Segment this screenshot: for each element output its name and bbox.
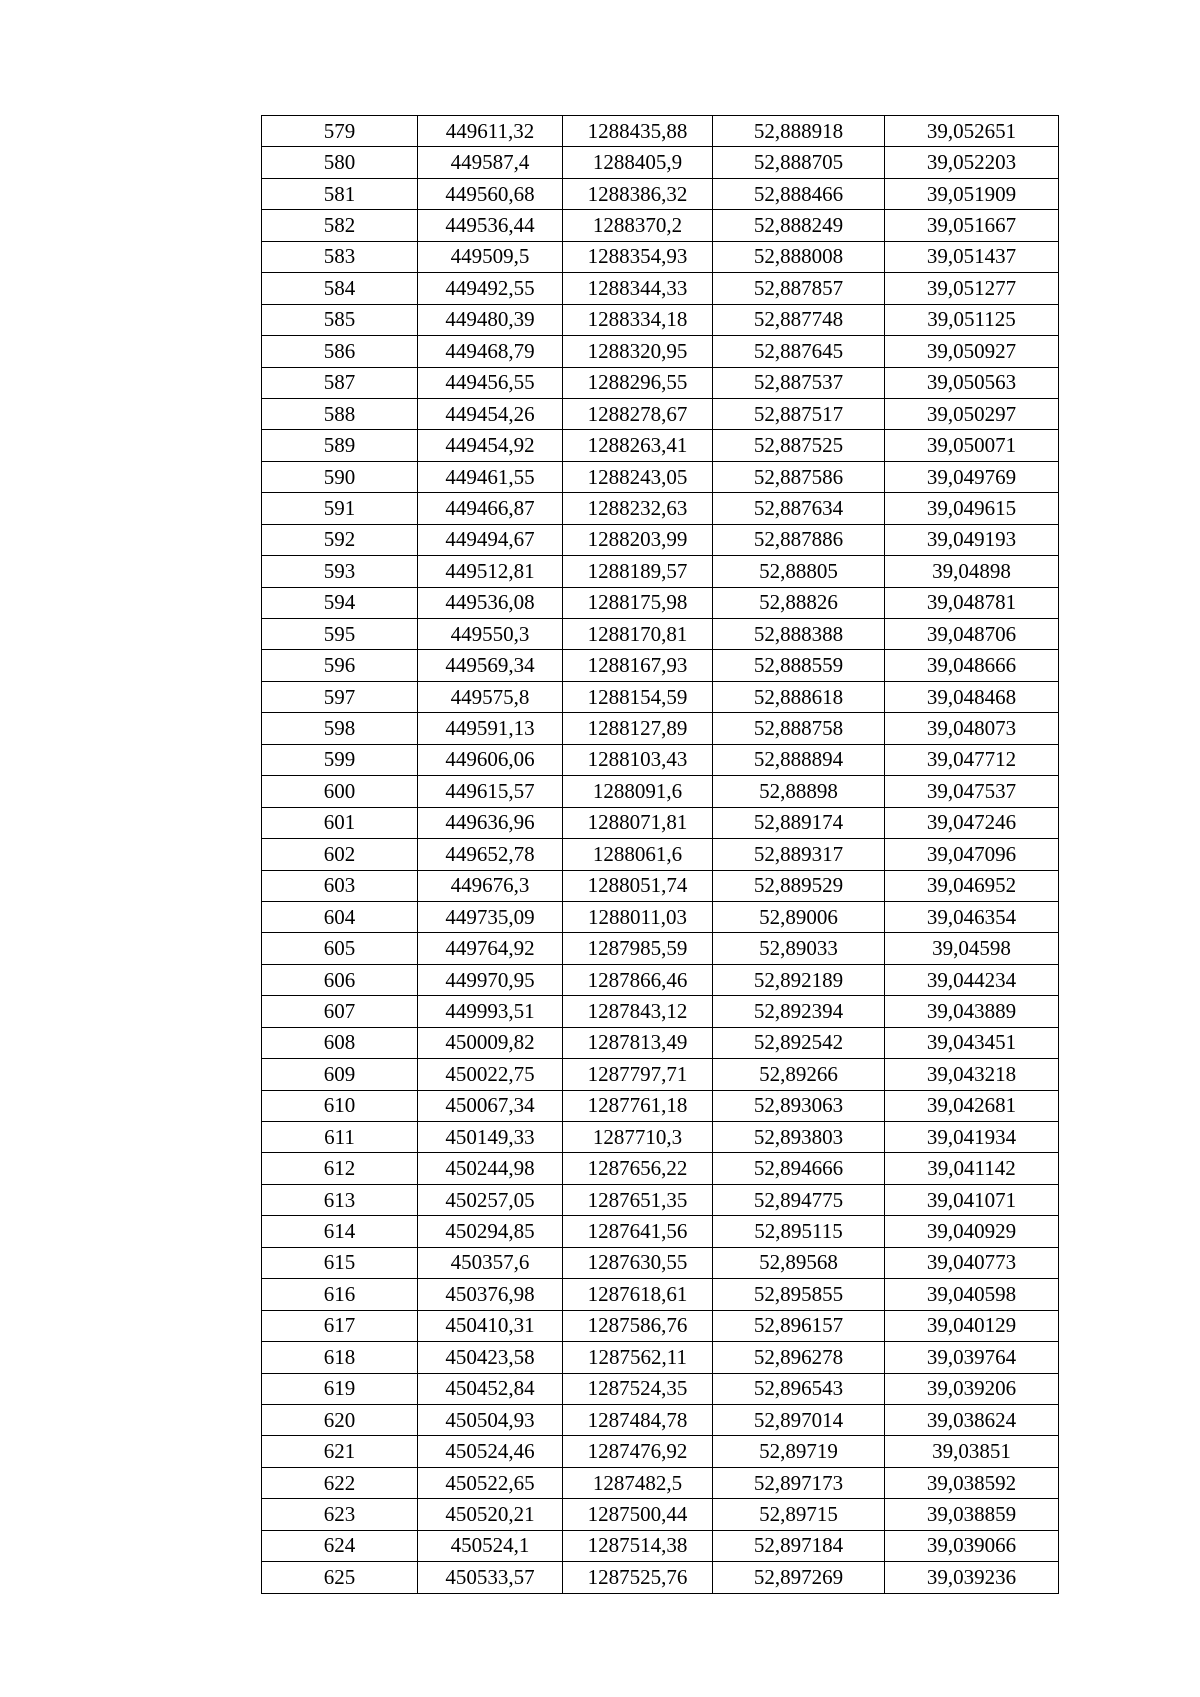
longitude-cell: 39,043218 — [885, 1059, 1059, 1090]
point-number-cell: 606 — [262, 964, 418, 995]
coordinates-table — [261, 115, 1059, 1594]
latitude-cell: 52,895855 — [713, 1279, 885, 1310]
x-coordinate-cell: 449652,78 — [418, 839, 563, 870]
point-number-cell: 609 — [262, 1059, 418, 1090]
y-coordinate-cell: 1287797,71 — [563, 1059, 713, 1090]
y-coordinate-cell: 1287843,12 — [563, 996, 713, 1027]
x-coordinate-cell: 450522,65 — [418, 1467, 563, 1498]
latitude-cell: 52,89715 — [713, 1499, 885, 1530]
table-row — [262, 650, 1059, 681]
table-row — [262, 556, 1059, 587]
table-row — [262, 901, 1059, 932]
longitude-cell: 39,047712 — [885, 744, 1059, 775]
point-number-cell: 615 — [262, 1247, 418, 1278]
table-row — [262, 996, 1059, 1027]
x-coordinate-cell: 449970,95 — [418, 964, 563, 995]
latitude-cell: 52,888559 — [713, 650, 885, 681]
x-coordinate-cell: 449735,09 — [418, 901, 563, 932]
table-row — [262, 1153, 1059, 1184]
table-row — [262, 1530, 1059, 1561]
y-coordinate-cell: 1288278,67 — [563, 398, 713, 429]
longitude-cell: 39,041142 — [885, 1153, 1059, 1184]
longitude-cell: 39,050071 — [885, 430, 1059, 461]
longitude-cell: 39,049769 — [885, 461, 1059, 492]
table-row — [262, 839, 1059, 870]
table-row — [262, 713, 1059, 744]
longitude-cell: 39,048073 — [885, 713, 1059, 744]
table-row — [262, 1059, 1059, 1090]
point-number-cell: 614 — [262, 1216, 418, 1247]
table-row — [262, 367, 1059, 398]
x-coordinate-cell: 449454,92 — [418, 430, 563, 461]
latitude-cell: 52,887517 — [713, 398, 885, 429]
latitude-cell: 52,887634 — [713, 493, 885, 524]
x-coordinate-cell: 450524,1 — [418, 1530, 563, 1561]
point-number-cell: 590 — [262, 461, 418, 492]
longitude-cell: 39,03851 — [885, 1436, 1059, 1467]
point-number-cell: 621 — [262, 1436, 418, 1467]
x-coordinate-cell: 450524,46 — [418, 1436, 563, 1467]
table-row — [262, 776, 1059, 807]
table-row — [262, 524, 1059, 555]
x-coordinate-cell: 449611,32 — [418, 116, 563, 147]
point-number-cell: 616 — [262, 1279, 418, 1310]
y-coordinate-cell: 1287985,59 — [563, 933, 713, 964]
y-coordinate-cell: 1287618,61 — [563, 1279, 713, 1310]
y-coordinate-cell: 1288011,03 — [563, 901, 713, 932]
longitude-cell: 39,04598 — [885, 933, 1059, 964]
y-coordinate-cell: 1288386,32 — [563, 178, 713, 209]
latitude-cell: 52,888618 — [713, 681, 885, 712]
point-number-cell: 588 — [262, 398, 418, 429]
latitude-cell: 52,896278 — [713, 1342, 885, 1373]
y-coordinate-cell: 1288170,81 — [563, 619, 713, 650]
y-coordinate-cell: 1288263,41 — [563, 430, 713, 461]
latitude-cell: 52,892394 — [713, 996, 885, 1027]
point-number-cell: 592 — [262, 524, 418, 555]
y-coordinate-cell: 1287482,5 — [563, 1467, 713, 1498]
longitude-cell: 39,048706 — [885, 619, 1059, 650]
x-coordinate-cell: 449636,96 — [418, 807, 563, 838]
longitude-cell: 39,04898 — [885, 556, 1059, 587]
x-coordinate-cell: 449466,87 — [418, 493, 563, 524]
y-coordinate-cell: 1288296,55 — [563, 367, 713, 398]
longitude-cell: 39,046354 — [885, 901, 1059, 932]
y-coordinate-cell: 1287562,11 — [563, 1342, 713, 1373]
x-coordinate-cell: 450067,34 — [418, 1090, 563, 1121]
x-coordinate-cell: 449591,13 — [418, 713, 563, 744]
longitude-cell: 39,043889 — [885, 996, 1059, 1027]
longitude-cell: 39,040929 — [885, 1216, 1059, 1247]
point-number-cell: 607 — [262, 996, 418, 1027]
table-row — [262, 1342, 1059, 1373]
x-coordinate-cell: 450357,6 — [418, 1247, 563, 1278]
table-row — [262, 1027, 1059, 1058]
table-row — [262, 1247, 1059, 1278]
table-row — [262, 964, 1059, 995]
table-row — [262, 1216, 1059, 1247]
latitude-cell: 52,888758 — [713, 713, 885, 744]
point-number-cell: 612 — [262, 1153, 418, 1184]
table-row — [262, 493, 1059, 524]
latitude-cell: 52,889529 — [713, 870, 885, 901]
y-coordinate-cell: 1288232,63 — [563, 493, 713, 524]
longitude-cell: 39,038859 — [885, 1499, 1059, 1530]
latitude-cell: 52,897014 — [713, 1404, 885, 1435]
x-coordinate-cell: 449536,44 — [418, 210, 563, 241]
table-row — [262, 1467, 1059, 1498]
latitude-cell: 52,895115 — [713, 1216, 885, 1247]
point-number-cell: 625 — [262, 1562, 418, 1593]
latitude-cell: 52,887525 — [713, 430, 885, 461]
y-coordinate-cell: 1287761,18 — [563, 1090, 713, 1121]
y-coordinate-cell: 1288203,99 — [563, 524, 713, 555]
latitude-cell: 52,896157 — [713, 1310, 885, 1341]
y-coordinate-cell: 1287500,44 — [563, 1499, 713, 1530]
latitude-cell: 52,887748 — [713, 304, 885, 335]
point-number-cell: 611 — [262, 1122, 418, 1153]
latitude-cell: 52,888705 — [713, 147, 885, 178]
latitude-cell: 52,897184 — [713, 1530, 885, 1561]
latitude-cell: 52,888466 — [713, 178, 885, 209]
y-coordinate-cell: 1288334,18 — [563, 304, 713, 335]
point-number-cell: 595 — [262, 619, 418, 650]
longitude-cell: 39,038624 — [885, 1404, 1059, 1435]
table-row — [262, 116, 1059, 147]
table-row — [262, 1562, 1059, 1593]
longitude-cell: 39,040773 — [885, 1247, 1059, 1278]
longitude-cell: 39,047246 — [885, 807, 1059, 838]
point-number-cell: 601 — [262, 807, 418, 838]
longitude-cell: 39,047096 — [885, 839, 1059, 870]
latitude-cell: 52,888894 — [713, 744, 885, 775]
point-number-cell: 604 — [262, 901, 418, 932]
point-number-cell: 623 — [262, 1499, 418, 1530]
x-coordinate-cell: 449676,3 — [418, 870, 563, 901]
latitude-cell: 52,888918 — [713, 116, 885, 147]
y-coordinate-cell: 1287484,78 — [563, 1404, 713, 1435]
latitude-cell: 52,894775 — [713, 1184, 885, 1215]
y-coordinate-cell: 1288243,05 — [563, 461, 713, 492]
table-row — [262, 210, 1059, 241]
x-coordinate-cell: 449494,67 — [418, 524, 563, 555]
longitude-cell: 39,047537 — [885, 776, 1059, 807]
x-coordinate-cell: 449560,68 — [418, 178, 563, 209]
x-coordinate-cell: 450504,93 — [418, 1404, 563, 1435]
longitude-cell: 39,038592 — [885, 1467, 1059, 1498]
x-coordinate-cell: 449575,8 — [418, 681, 563, 712]
point-number-cell: 597 — [262, 681, 418, 712]
x-coordinate-cell: 449536,08 — [418, 587, 563, 618]
table-row — [262, 1404, 1059, 1435]
y-coordinate-cell: 1288061,6 — [563, 839, 713, 870]
x-coordinate-cell: 450533,57 — [418, 1562, 563, 1593]
table-row — [262, 744, 1059, 775]
y-coordinate-cell: 1288344,33 — [563, 273, 713, 304]
x-coordinate-cell: 450410,31 — [418, 1310, 563, 1341]
longitude-cell: 39,039206 — [885, 1373, 1059, 1404]
x-coordinate-cell: 449461,55 — [418, 461, 563, 492]
latitude-cell: 52,887537 — [713, 367, 885, 398]
latitude-cell: 52,893063 — [713, 1090, 885, 1121]
x-coordinate-cell: 450257,05 — [418, 1184, 563, 1215]
x-coordinate-cell: 449512,81 — [418, 556, 563, 587]
y-coordinate-cell: 1287651,35 — [563, 1184, 713, 1215]
y-coordinate-cell: 1288370,2 — [563, 210, 713, 241]
y-coordinate-cell: 1287524,35 — [563, 1373, 713, 1404]
latitude-cell: 52,888249 — [713, 210, 885, 241]
y-coordinate-cell: 1288189,57 — [563, 556, 713, 587]
table-row — [262, 398, 1059, 429]
x-coordinate-cell: 449569,34 — [418, 650, 563, 681]
latitude-cell: 52,893803 — [713, 1122, 885, 1153]
point-number-cell: 598 — [262, 713, 418, 744]
longitude-cell: 39,039236 — [885, 1562, 1059, 1593]
x-coordinate-cell: 449468,79 — [418, 336, 563, 367]
table-row — [262, 1436, 1059, 1467]
x-coordinate-cell: 450022,75 — [418, 1059, 563, 1090]
table-row — [262, 807, 1059, 838]
longitude-cell: 39,049193 — [885, 524, 1059, 555]
y-coordinate-cell: 1288154,59 — [563, 681, 713, 712]
x-coordinate-cell: 450009,82 — [418, 1027, 563, 1058]
point-number-cell: 589 — [262, 430, 418, 461]
x-coordinate-cell: 450376,98 — [418, 1279, 563, 1310]
point-number-cell: 618 — [262, 1342, 418, 1373]
point-number-cell: 586 — [262, 336, 418, 367]
point-number-cell: 594 — [262, 587, 418, 618]
x-coordinate-cell: 449492,55 — [418, 273, 563, 304]
x-coordinate-cell: 449480,39 — [418, 304, 563, 335]
coordinates-table-body — [262, 116, 1059, 1594]
longitude-cell: 39,052651 — [885, 116, 1059, 147]
table-row — [262, 304, 1059, 335]
table-row — [262, 273, 1059, 304]
latitude-cell: 52,897173 — [713, 1467, 885, 1498]
longitude-cell: 39,051437 — [885, 241, 1059, 272]
x-coordinate-cell: 449606,06 — [418, 744, 563, 775]
latitude-cell: 52,888008 — [713, 241, 885, 272]
point-number-cell: 610 — [262, 1090, 418, 1121]
table-row — [262, 1373, 1059, 1404]
latitude-cell: 52,89006 — [713, 901, 885, 932]
point-number-cell: 622 — [262, 1467, 418, 1498]
x-coordinate-cell: 449456,55 — [418, 367, 563, 398]
y-coordinate-cell: 1288051,74 — [563, 870, 713, 901]
x-coordinate-cell: 450423,58 — [418, 1342, 563, 1373]
point-number-cell: 620 — [262, 1404, 418, 1435]
latitude-cell: 52,888388 — [713, 619, 885, 650]
table-row — [262, 870, 1059, 901]
longitude-cell: 39,039066 — [885, 1530, 1059, 1561]
table-row — [262, 619, 1059, 650]
longitude-cell: 39,050563 — [885, 367, 1059, 398]
y-coordinate-cell: 1287514,38 — [563, 1530, 713, 1561]
table-row — [262, 933, 1059, 964]
latitude-cell: 52,892189 — [713, 964, 885, 995]
x-coordinate-cell: 450244,98 — [418, 1153, 563, 1184]
point-number-cell: 619 — [262, 1373, 418, 1404]
latitude-cell: 52,889317 — [713, 839, 885, 870]
latitude-cell: 52,88898 — [713, 776, 885, 807]
latitude-cell: 52,887886 — [713, 524, 885, 555]
table-row — [262, 1184, 1059, 1215]
y-coordinate-cell: 1288175,98 — [563, 587, 713, 618]
x-coordinate-cell: 449550,3 — [418, 619, 563, 650]
table-row — [262, 461, 1059, 492]
y-coordinate-cell: 1288405,9 — [563, 147, 713, 178]
point-number-cell: 584 — [262, 273, 418, 304]
y-coordinate-cell: 1288435,88 — [563, 116, 713, 147]
point-number-cell: 599 — [262, 744, 418, 775]
longitude-cell: 39,039764 — [885, 1342, 1059, 1373]
y-coordinate-cell: 1287866,46 — [563, 964, 713, 995]
y-coordinate-cell: 1288167,93 — [563, 650, 713, 681]
point-number-cell: 583 — [262, 241, 418, 272]
longitude-cell: 39,041071 — [885, 1184, 1059, 1215]
longitude-cell: 39,048666 — [885, 650, 1059, 681]
x-coordinate-cell: 449764,92 — [418, 933, 563, 964]
table-row — [262, 336, 1059, 367]
y-coordinate-cell: 1287710,3 — [563, 1122, 713, 1153]
y-coordinate-cell: 1288127,89 — [563, 713, 713, 744]
y-coordinate-cell: 1288091,6 — [563, 776, 713, 807]
latitude-cell: 52,89719 — [713, 1436, 885, 1467]
y-coordinate-cell: 1287813,49 — [563, 1027, 713, 1058]
longitude-cell: 39,041934 — [885, 1122, 1059, 1153]
x-coordinate-cell: 449454,26 — [418, 398, 563, 429]
y-coordinate-cell: 1287641,56 — [563, 1216, 713, 1247]
y-coordinate-cell: 1287656,22 — [563, 1153, 713, 1184]
longitude-cell: 39,046952 — [885, 870, 1059, 901]
longitude-cell: 39,048781 — [885, 587, 1059, 618]
longitude-cell: 39,051277 — [885, 273, 1059, 304]
table-row — [262, 147, 1059, 178]
latitude-cell: 52,89033 — [713, 933, 885, 964]
table-row — [262, 1090, 1059, 1121]
point-number-cell: 624 — [262, 1530, 418, 1561]
longitude-cell: 39,040598 — [885, 1279, 1059, 1310]
latitude-cell: 52,896543 — [713, 1373, 885, 1404]
y-coordinate-cell: 1288103,43 — [563, 744, 713, 775]
point-number-cell: 602 — [262, 839, 418, 870]
point-number-cell: 596 — [262, 650, 418, 681]
point-number-cell: 585 — [262, 304, 418, 335]
y-coordinate-cell: 1288071,81 — [563, 807, 713, 838]
longitude-cell: 39,043451 — [885, 1027, 1059, 1058]
table-row — [262, 587, 1059, 618]
x-coordinate-cell: 449587,4 — [418, 147, 563, 178]
longitude-cell: 39,044234 — [885, 964, 1059, 995]
longitude-cell: 39,051909 — [885, 178, 1059, 209]
point-number-cell: 581 — [262, 178, 418, 209]
table-row — [262, 241, 1059, 272]
latitude-cell: 52,887857 — [713, 273, 885, 304]
y-coordinate-cell: 1287586,76 — [563, 1310, 713, 1341]
longitude-cell: 39,052203 — [885, 147, 1059, 178]
y-coordinate-cell: 1287630,55 — [563, 1247, 713, 1278]
longitude-cell: 39,049615 — [885, 493, 1059, 524]
table-row — [262, 1310, 1059, 1341]
point-number-cell: 591 — [262, 493, 418, 524]
table-row — [262, 1122, 1059, 1153]
point-number-cell: 617 — [262, 1310, 418, 1341]
table-row — [262, 178, 1059, 209]
latitude-cell: 52,894666 — [713, 1153, 885, 1184]
table-row — [262, 430, 1059, 461]
y-coordinate-cell: 1288320,95 — [563, 336, 713, 367]
x-coordinate-cell: 449615,57 — [418, 776, 563, 807]
x-coordinate-cell: 449509,5 — [418, 241, 563, 272]
latitude-cell: 52,887586 — [713, 461, 885, 492]
latitude-cell: 52,887645 — [713, 336, 885, 367]
y-coordinate-cell: 1287525,76 — [563, 1562, 713, 1593]
latitude-cell: 52,88805 — [713, 556, 885, 587]
latitude-cell: 52,892542 — [713, 1027, 885, 1058]
point-number-cell: 593 — [262, 556, 418, 587]
x-coordinate-cell: 449993,51 — [418, 996, 563, 1027]
x-coordinate-cell: 450294,85 — [418, 1216, 563, 1247]
point-number-cell: 587 — [262, 367, 418, 398]
x-coordinate-cell: 450520,21 — [418, 1499, 563, 1530]
x-coordinate-cell: 450452,84 — [418, 1373, 563, 1404]
table-row — [262, 681, 1059, 712]
latitude-cell: 52,897269 — [713, 1562, 885, 1593]
longitude-cell: 39,050927 — [885, 336, 1059, 367]
y-coordinate-cell: 1288354,93 — [563, 241, 713, 272]
point-number-cell: 608 — [262, 1027, 418, 1058]
longitude-cell: 39,050297 — [885, 398, 1059, 429]
point-number-cell: 579 — [262, 116, 418, 147]
point-number-cell: 582 — [262, 210, 418, 241]
latitude-cell: 52,88826 — [713, 587, 885, 618]
point-number-cell: 613 — [262, 1184, 418, 1215]
y-coordinate-cell: 1287476,92 — [563, 1436, 713, 1467]
longitude-cell: 39,042681 — [885, 1090, 1059, 1121]
longitude-cell: 39,051667 — [885, 210, 1059, 241]
longitude-cell: 39,048468 — [885, 681, 1059, 712]
point-number-cell: 600 — [262, 776, 418, 807]
table-row — [262, 1499, 1059, 1530]
point-number-cell: 603 — [262, 870, 418, 901]
longitude-cell: 39,040129 — [885, 1310, 1059, 1341]
table-row — [262, 1279, 1059, 1310]
point-number-cell: 605 — [262, 933, 418, 964]
x-coordinate-cell: 450149,33 — [418, 1122, 563, 1153]
latitude-cell: 52,89568 — [713, 1247, 885, 1278]
latitude-cell: 52,889174 — [713, 807, 885, 838]
longitude-cell: 39,051125 — [885, 304, 1059, 335]
latitude-cell: 52,89266 — [713, 1059, 885, 1090]
point-number-cell: 580 — [262, 147, 418, 178]
